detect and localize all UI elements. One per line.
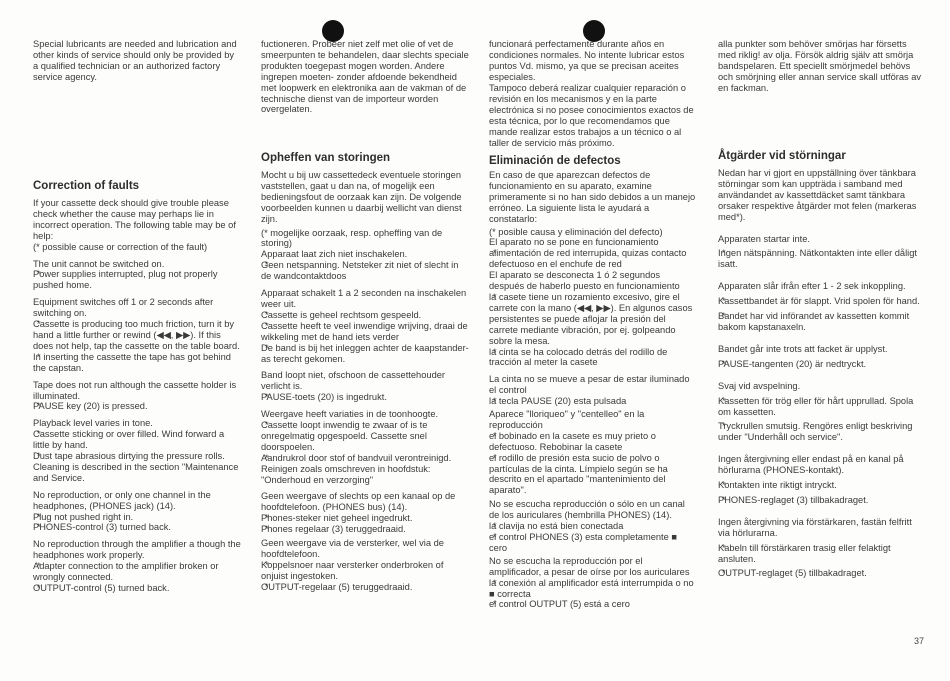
fault-remedy: * Plug not pushed right in. [33, 512, 241, 523]
fault-remedy: * OUTPUT-reglaget (5) tillbakadraget. [718, 568, 926, 579]
fault-remedy: * Cassette loopt inwendig te zwaar of is te onregelmatig opgespoeld. Cassette snel doorspoelen. [261, 420, 469, 453]
fault-remedy: * Power supplies interrupted, plug not properly pushed home. [33, 269, 241, 291]
section-heading: Åtgärder vid störningar [718, 150, 846, 162]
fault-remedy: * Dust tape abrasious dirtying the pressure rolls. Cleaning is described in the section "Maintenance and Service. [33, 451, 241, 484]
fault-remedy: * Phones-steker niet geheel ingedrukt. [261, 513, 469, 524]
fault-item: Band loopt niet, ofschoon de cassettehouder verlicht is. [261, 370, 446, 392]
legend-note: (* mogelijke oorzaak, resp. opheffing van de storing) [261, 227, 443, 249]
fault-item: No reproduction through the amplifier a though the headphones work properly. [33, 539, 241, 561]
fault-item: Apparaat schakelt 1 a 2 seconden na inschakelen weer uit. [261, 288, 467, 309]
fault-item: Ingen återgivning eller endast på en kanal på hörlurarna (PHONES-kontakt). [718, 454, 904, 476]
intro-text: alla punkter som behöver smörjas har försetts med riklig! av olja. Försök aldrig själv att smörja bandspelaren. Ett speciellt smörjmedel behövs och smörjning eller annan service skall utföras av en fackman. [718, 39, 922, 93]
fault-remedy: * De band is bij het inleggen achter de kaapstander-as terecht gekomen. [261, 343, 469, 365]
fault-remedy: * Cassette is producing too much friction, turn it by hand a little further or rewind (◀◀, ▶▶). If this does not help, tap the cassette on the table board. [33, 319, 241, 352]
fault-item: Aparece "lloriqueo" y "centelleo" en la reproducción [489, 409, 645, 430]
fault-item: Apparaten startar inte. [718, 233, 810, 244]
fault-item: Equipment switches off 1 or 2 seconds after switching on. [33, 297, 214, 319]
fault-remedy: * Ingen nätspänning. Nätkontakten inte eller dåligt isatt. [718, 248, 926, 270]
intro-text: funcionará perfectamente durante años en condiciones normales. No intente lubricar estos puntos Vd. mismo, ya que se precisan aceites especiales. [489, 39, 685, 82]
fault-remedy: * Bandet har vid införandet av kassetten kommit bakom kapstanaxeln. [718, 311, 926, 333]
fault-remedy: * Kabeln till förstärkaren trasig eller felaktigt ansluten. [718, 543, 926, 565]
fault-remedy: * PAUSE-tangenten (20) är nedtryckt. [718, 359, 926, 370]
fault-item: No reproduction, or only one channel in the headphones, (PHONES jack) (14). [33, 489, 211, 511]
fault-item: El aparato no se pone en funcionamiento [489, 237, 659, 248]
fault-item: Svaj vid avspelning. [718, 380, 801, 391]
section-heading: Eliminación de defectos [489, 155, 621, 167]
fault-list [33, 198, 241, 594]
fault-item: The unit cannot be switched on. [33, 258, 165, 269]
fault-item: Geen weergave of slechts op een kanaal op de hoofdtelefoon. (PHONES bus) (14). [261, 491, 456, 513]
fault-remedy: * la cinta se ha colocado detrás del rodillo de tracción al meter la casete [489, 347, 697, 369]
fault-remedy: * OUTPUT-regelaar (5) teruggedraaid. [261, 582, 469, 593]
fault-remedy: * el control OUTPUT (5) está a cero [489, 599, 697, 610]
fault-remedy: * Kassettbandet är för slappt. Vrid spolen för hand. [718, 296, 926, 307]
fault-remedy: * Koppelsnoer naar versterker onderbroken of onjuist ingestoken. [261, 560, 469, 582]
lead-text: If your cassette deck should give trouble please check whether the cause may perhaps lie in incorrect operation. The following table may be of help: [33, 198, 236, 241]
fault-item: Ingen återgivning via förstärkaren, fastän felfritt via hörlurarna. [718, 516, 912, 538]
fault-remedy: * Kontakten inte riktigt intryckt. [718, 480, 926, 491]
fault-remedy: * PAUSE key (20) is pressed. [33, 401, 241, 412]
fault-item: Weergave heeft variaties in de toonhoogte. [261, 409, 439, 420]
fault-remedy: * alimentación de red interrupida, quizas contacto defectuoso en el enchufe de red [489, 248, 697, 270]
column-swedish [718, 0, 926, 681]
fault-list [489, 170, 697, 610]
fault-remedy: * Geen netspanning. Netsteker zit niet of slecht in de wandcontaktdoos [261, 260, 469, 282]
fault-item: Apparaat laat zich niet inschakelen. [261, 249, 408, 260]
fault-item: Geen weergave via de versterker, wel via de hoofdtelefoon. [261, 538, 444, 559]
fault-remedy: * la casete tiene un rozamiento excesivo, gire el carrete con la mano (◀◀, ▶▶). En algunos casos persistentes se puede aflojar la presión del carrete mediante vibración, por ej. golpeando sobre la mesa. [489, 292, 697, 347]
fault-remedy: * Kassetten för trög eller för hårt upprullad. Spola om kassetten. [718, 396, 926, 418]
fault-remedy: * Aandrukrol door stof of bandvuil verontreinigd. Reinigen zoals omschreven in hoofdstuk: "Onderhoud en verzorging" [261, 453, 469, 486]
fault-item: La cinta no se mueve a pesar de estar iluminado el control [489, 374, 690, 396]
legend-note: (* possible cause or correction of the fault) [33, 241, 208, 252]
column-dutch [261, 0, 469, 681]
fault-remedy: * el bobinado en la casete es muy prieto o defectuoso. Rebobinar la casete [489, 431, 697, 453]
fault-remedy: * el control PHONES (3) esta completamente ■ cero [489, 532, 697, 554]
fault-remedy: * el rodillo de presión esta sucio de polvo o partículas de la cinta. Límpielo según se ha descrito en el apartado "mantenimiento del aparato". [489, 453, 697, 497]
section-heading: Opheffen van storingen [261, 152, 391, 164]
fault-remedy: * In inserting the cassette the tape has got behind the capstan. [33, 352, 241, 374]
column-english [33, 0, 241, 681]
intro-text: fuctioneren. Probeer niet zelf met olie of vet de smeerpunten te behandelen, daar slechts speciale produkten toegepast mogen worden. Andere ingrepen moeten- zonder afdoende bekendheid met loopwerk en elektronika aan de vakman of de technische dienst van de importeur worden overgelaten. [261, 39, 469, 115]
fault-remedy: * la conexión al amplificador está interrumpida o no ■ correcta [489, 578, 697, 600]
fault-item: No se escucha reproducción o sólo en un canal de los auriculares (hembrilla PHONES) (14). [489, 499, 685, 521]
fault-remedy: * Cassette sticking or over filled. Wind forward a little by hand. [33, 429, 241, 451]
fault-item: Playback level varies in tone. [33, 418, 153, 429]
fault-remedy: * Phones regelaar (3) teruggedraaid. [261, 524, 469, 535]
intro-text-2: Tampoco deberá realizar cualquier reparación o revisión en los mecanismos y en la parte electrónica si no posee conocimientos exactos de esta técnica, por lo que recomendamos que mande realizar estos trabajos a un técnico o al taller de servicio más próximo. [489, 83, 694, 148]
lead-text: Mocht u bij uw cassettedeck eventuele storingen vaststellen, gaat u dan na, of mogelijk een bedieningsfout de oorzaak kan zijn. De volgende voorbeelden kunnen u daarbij wellicht van dienst zijn. [261, 170, 462, 224]
fault-remedy: * Cassette heeft te veel inwendige wrijving, draai de wikkeling met de hand iets verder [261, 321, 469, 343]
fault-list [718, 168, 926, 579]
lead-text: Nedan har vi gjort en uppställning över tänkbara störningar som kan uppträda i samband med användandet av kassettdäcket samt tänkbara orsaker respektive åtgärder mot felen (markeras med*). [718, 168, 917, 222]
fault-list [261, 170, 469, 593]
fault-remedy: * Tryckrullen smutsig. Rengöres enligt beskriving under "Underhåll och service". [718, 421, 926, 443]
fault-remedy: * PAUSE-toets (20) is ingedrukt. [261, 392, 469, 403]
legend-note: (* posible causa y eliminación del defecto) [489, 226, 663, 237]
fault-remedy: * Adapter connection to the amplifier broken or wrongly connected. [33, 561, 241, 583]
fault-item: Bandet går inte trots att facket är upplyst. [718, 343, 888, 354]
column-spanish [489, 0, 697, 681]
lead-text: En caso de que aparezcan defectos de funcionamiento en su aparato, examine primeramente si no han sido debidos a un manejo erróneo. La siguiente lista le ayudará a constatarlo: [489, 170, 696, 224]
page-number: 37 [914, 636, 925, 646]
intro-text: Special lubricants are needed and lubrication and other kinds of service should only be provided by a qualified technician or an authorized factory service agency. [33, 39, 237, 82]
fault-item: No se escucha la reproducción por el amplificador, a pesar de oírse por los auriculares [489, 555, 690, 577]
section-heading: Correction of faults [33, 180, 140, 192]
fault-item: El aparato se desconecta 1 ó 2 segundos después de haberlo puesto en funcionamiento [489, 270, 680, 292]
fault-item: Tape does not run although the cassette holder is illuminated. [33, 379, 237, 401]
fault-remedy: * PHONES-reglaget (3) tillbakadraget. [718, 495, 926, 506]
fault-item: Apparaten slår ifrån efter 1 - 2 sek inkoppling. [718, 281, 906, 292]
fault-remedy: * PHONES-control (3) turned back. [33, 522, 241, 533]
fault-remedy: * la tecla PAUSE (20) esta pulsada [489, 396, 697, 407]
fault-remedy: * la clavija no está bien conectada [489, 521, 697, 532]
fault-remedy: * OUTPUT-control (5) turned back. [33, 583, 241, 594]
fault-remedy: * Cassette is geheel rechtsom gespeeld. [261, 310, 469, 321]
